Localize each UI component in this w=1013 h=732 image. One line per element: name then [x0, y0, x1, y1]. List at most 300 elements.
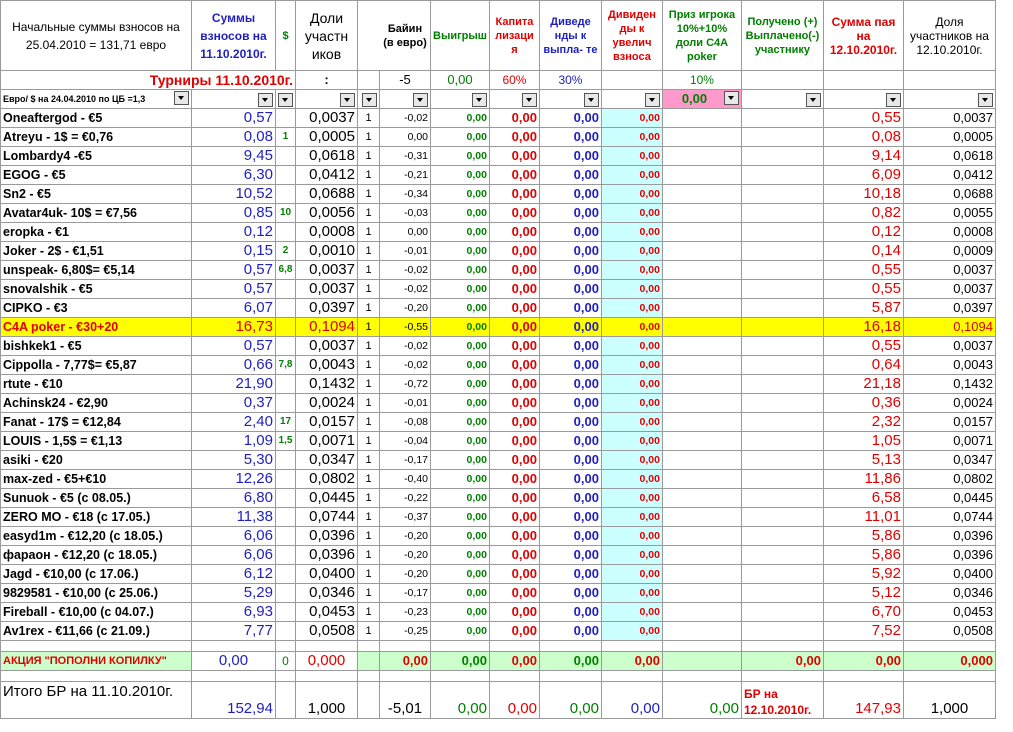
empty-cell[interactable] — [903, 671, 995, 682]
totals-win-cell[interactable]: 0,00 — [431, 682, 490, 719]
empty-cell[interactable] — [1, 641, 192, 652]
usd-cell[interactable] — [276, 375, 296, 394]
buyin-cell[interactable]: -0,02 — [380, 337, 431, 356]
sum-end-cell[interactable]: 0,55 — [823, 109, 903, 128]
sum-cell[interactable]: 1,09 — [192, 432, 276, 451]
sum-end-cell[interactable]: 5,92 — [823, 565, 903, 584]
action-cap-cell[interactable]: 0,00 — [489, 652, 539, 671]
sum-end-cell[interactable]: 5,87 — [823, 299, 903, 318]
one-cell[interactable]: 1 — [358, 470, 380, 489]
usd-cell[interactable] — [276, 318, 296, 337]
filter-cell[interactable] — [358, 90, 380, 109]
div-pay-cell[interactable]: 0,00 — [539, 470, 601, 489]
div-inc-cell[interactable]: 0,00 — [601, 451, 662, 470]
share-end-cell[interactable]: 0,0071 — [903, 432, 995, 451]
share-end-cell[interactable]: 0,0397 — [903, 299, 995, 318]
one-cell[interactable]: 1 — [358, 299, 380, 318]
div-inc-cell[interactable]: 0,00 — [601, 318, 662, 337]
filter-cell[interactable] — [276, 90, 296, 109]
buyin-cell[interactable]: -0,55 — [380, 318, 431, 337]
member-name-cell[interactable]: ZERO MO - €18 (с 17.05.) — [1, 508, 192, 527]
cap-cell[interactable]: 0,00 — [489, 356, 539, 375]
div-pay-cell[interactable]: 0,00 — [539, 584, 601, 603]
totals-sum-end-cell[interactable]: 147,93 — [823, 682, 903, 719]
sum-end-cell[interactable]: 21,18 — [823, 375, 903, 394]
share-end-cell[interactable]: 0,0400 — [903, 565, 995, 584]
share-end-cell[interactable]: 0,0037 — [903, 261, 995, 280]
share-end-cell[interactable]: 0,0445 — [903, 489, 995, 508]
share-end-cell[interactable]: 0,0008 — [903, 223, 995, 242]
win-cell[interactable]: 0,00 — [431, 622, 490, 641]
sum-end-cell[interactable]: 0,64 — [823, 356, 903, 375]
cap-cell[interactable]: 0,00 — [489, 546, 539, 565]
filter-cell[interactable] — [296, 90, 358, 109]
div-inc-cell[interactable]: 0,00 — [601, 280, 662, 299]
buyin-cell[interactable]: -0,23 — [380, 603, 431, 622]
win-cell[interactable]: 0,00 — [431, 318, 490, 337]
sum-cell[interactable]: 0,08 — [192, 128, 276, 147]
usd-cell[interactable] — [276, 489, 296, 508]
received-cell[interactable] — [741, 128, 823, 147]
buyin-cell[interactable]: -0,17 — [380, 451, 431, 470]
action-share-end-cell[interactable]: 0,000 — [903, 652, 995, 671]
share-cell[interactable]: 0,0008 — [296, 223, 358, 242]
share-end-cell[interactable]: 0,0037 — [903, 109, 995, 128]
sum-end-cell[interactable]: 0,55 — [823, 280, 903, 299]
member-name-cell[interactable]: eropka - €1 — [1, 223, 192, 242]
div-percent-cell[interactable]: 30% — [539, 71, 601, 90]
share-end-cell[interactable]: 0,1432 — [903, 375, 995, 394]
usd-cell[interactable] — [276, 470, 296, 489]
div-pay-cell[interactable]: 0,00 — [539, 565, 601, 584]
win-cell[interactable]: 0,00 — [431, 299, 490, 318]
div-inc-cell[interactable]: 0,00 — [601, 622, 662, 641]
member-name-cell[interactable]: Av1rex - €11,66 (с 21.09.) — [1, 622, 192, 641]
action-win-cell[interactable]: 0,00 — [431, 652, 490, 671]
prize-cell[interactable] — [662, 565, 741, 584]
empty-cell[interactable] — [296, 671, 358, 682]
prize-cell[interactable] — [662, 508, 741, 527]
sum-end-cell[interactable]: 6,09 — [823, 166, 903, 185]
div-pay-cell[interactable]: 0,00 — [539, 413, 601, 432]
totals-share-end-cell[interactable]: 1,000 — [903, 682, 995, 719]
share-end-cell[interactable]: 0,0005 — [903, 128, 995, 147]
usd-cell[interactable] — [276, 299, 296, 318]
win-cell[interactable]: 0,00 — [431, 489, 490, 508]
empty-cell[interactable] — [741, 641, 823, 652]
buyin-cell[interactable]: -0,17 — [380, 584, 431, 603]
share-end-cell[interactable]: 0,0024 — [903, 394, 995, 413]
cap-cell[interactable]: 0,00 — [489, 413, 539, 432]
prize-cell[interactable] — [662, 451, 741, 470]
div-inc-cell[interactable]: 0,00 — [601, 470, 662, 489]
win-cell[interactable]: 0,00 — [431, 584, 490, 603]
usd-cell[interactable] — [276, 337, 296, 356]
member-name-cell[interactable]: Fireball - €10,00 (с 04.07.) — [1, 603, 192, 622]
share-cell[interactable]: 0,0157 — [296, 413, 358, 432]
prize-cell[interactable] — [662, 356, 741, 375]
member-name-cell[interactable]: Fanat - 17$ = €12,84 — [1, 413, 192, 432]
filter-dropdown-button[interactable] — [340, 93, 355, 107]
cap-cell[interactable]: 0,00 — [489, 489, 539, 508]
share-cell[interactable]: 0,0618 — [296, 147, 358, 166]
action-usd-cell[interactable]: 0 — [276, 652, 296, 671]
share-end-cell[interactable]: 0,0346 — [903, 584, 995, 603]
cap-cell[interactable]: 0,00 — [489, 508, 539, 527]
filter-dropdown-button[interactable] — [362, 93, 377, 107]
win-cell[interactable]: 0,00 — [431, 508, 490, 527]
win-cell[interactable]: 0,00 — [431, 394, 490, 413]
buyin-cell[interactable]: -0,02 — [380, 109, 431, 128]
member-name-cell[interactable]: Achinsk24 - €2,90 — [1, 394, 192, 413]
filter-cell[interactable] — [601, 90, 662, 109]
usd-cell[interactable] — [276, 223, 296, 242]
share-cell[interactable]: 0,0445 — [296, 489, 358, 508]
sum-cell[interactable]: 16,73 — [192, 318, 276, 337]
filter-dropdown-button[interactable] — [584, 93, 599, 107]
empty-cell[interactable] — [741, 71, 823, 90]
share-cell[interactable]: 0,0347 — [296, 451, 358, 470]
buyin-cell[interactable]: -0,01 — [380, 394, 431, 413]
sum-cell[interactable]: 0,66 — [192, 356, 276, 375]
cap-percent-cell[interactable]: 60% — [489, 71, 539, 90]
header-div-pay[interactable]: Диведе нды к выпла- те — [539, 1, 601, 71]
share-cell[interactable]: 0,0037 — [296, 337, 358, 356]
share-end-cell[interactable]: 0,0508 — [903, 622, 995, 641]
prize-cell[interactable] — [662, 584, 741, 603]
share-cell[interactable]: 0,0056 — [296, 204, 358, 223]
div-inc-cell[interactable]: 0,00 — [601, 413, 662, 432]
prize-cell[interactable] — [662, 204, 741, 223]
prize-cell[interactable] — [662, 489, 741, 508]
member-name-cell[interactable]: 9829581 - €10,00 (с 25.06.) — [1, 584, 192, 603]
win-cell[interactable]: 0,00 — [431, 261, 490, 280]
empty-cell[interactable] — [662, 652, 741, 671]
empty-cell[interactable] — [823, 671, 903, 682]
prize-cell[interactable] — [662, 109, 741, 128]
share-end-cell[interactable]: 0,0396 — [903, 546, 995, 565]
share-end-cell[interactable]: 0,0453 — [903, 603, 995, 622]
usd-cell[interactable] — [276, 166, 296, 185]
one-cell[interactable]: 1 — [358, 147, 380, 166]
div-pay-cell[interactable]: 0,00 — [539, 242, 601, 261]
buyin-cell[interactable]: -0,20 — [380, 565, 431, 584]
one-cell[interactable]: 1 — [358, 204, 380, 223]
sum-end-cell[interactable]: 6,58 — [823, 489, 903, 508]
share-end-cell[interactable]: 0,0744 — [903, 508, 995, 527]
usd-cell[interactable]: 1 — [276, 128, 296, 147]
div-pay-cell[interactable]: 0,00 — [539, 432, 601, 451]
header-share-end[interactable]: Доля участников на 12.10.2010г. — [903, 1, 995, 71]
win-cell[interactable]: 0,00 — [431, 527, 490, 546]
received-cell[interactable] — [741, 147, 823, 166]
div-pay-cell[interactable]: 0,00 — [539, 299, 601, 318]
div-pay-cell[interactable]: 0,00 — [539, 204, 601, 223]
sum-cell[interactable]: 6,07 — [192, 299, 276, 318]
received-cell[interactable] — [741, 413, 823, 432]
share-cell[interactable]: 0,0453 — [296, 603, 358, 622]
win-cell[interactable]: 0,00 — [431, 280, 490, 299]
sum-end-cell[interactable]: 9,14 — [823, 147, 903, 166]
sum-cell[interactable]: 0,37 — [192, 394, 276, 413]
member-name-cell[interactable]: фараон - €12,20 (с 18.05.) — [1, 546, 192, 565]
empty-cell[interactable] — [358, 682, 380, 719]
filter-dropdown-button[interactable] — [645, 93, 660, 107]
empty-cell[interactable] — [539, 671, 601, 682]
totals-label-cell[interactable]: Итого БР на 11.10.2010г. — [1, 682, 192, 719]
empty-cell[interactable] — [662, 641, 741, 652]
sum-end-cell[interactable]: 7,52 — [823, 622, 903, 641]
member-name-cell[interactable]: CIPKO - €3 — [1, 299, 192, 318]
buyin-cell[interactable]: -0,72 — [380, 375, 431, 394]
sum-end-cell[interactable]: 0,36 — [823, 394, 903, 413]
div-inc-cell[interactable]: 0,00 — [601, 261, 662, 280]
share-cell[interactable]: 0,0508 — [296, 622, 358, 641]
div-inc-cell[interactable]: 0,00 — [601, 223, 662, 242]
sum-end-cell[interactable]: 0,12 — [823, 223, 903, 242]
div-pay-cell[interactable]: 0,00 — [539, 394, 601, 413]
div-inc-cell[interactable]: 0,00 — [601, 546, 662, 565]
action-divi-cell[interactable]: 0,00 — [601, 652, 662, 671]
sum-cell[interactable]: 6,06 — [192, 527, 276, 546]
sum-end-cell[interactable]: 2,32 — [823, 413, 903, 432]
filter-dropdown-button[interactable] — [278, 93, 293, 107]
cap-cell[interactable]: 0,00 — [489, 394, 539, 413]
empty-cell[interactable] — [192, 641, 276, 652]
div-pay-cell[interactable]: 0,00 — [539, 109, 601, 128]
prize-cell[interactable] — [662, 280, 741, 299]
member-name-cell[interactable]: C4A poker - €30+20 — [1, 318, 192, 337]
cap-cell[interactable]: 0,00 — [489, 109, 539, 128]
buyin-cell[interactable]: -0,34 — [380, 185, 431, 204]
div-pay-cell[interactable]: 0,00 — [539, 147, 601, 166]
member-name-cell[interactable]: EGOG - €5 — [1, 166, 192, 185]
share-end-cell[interactable]: 0,0157 — [903, 413, 995, 432]
prize-cell[interactable] — [662, 261, 741, 280]
header-sum-end[interactable]: Сумма пая на 12.10.2010г. — [823, 1, 903, 71]
one-cell[interactable]: 1 — [358, 242, 380, 261]
share-cell[interactable]: 0,0744 — [296, 508, 358, 527]
usd-cell[interactable]: 1,5 — [276, 432, 296, 451]
prize-cell[interactable] — [662, 147, 741, 166]
win-cell[interactable]: 0,00 — [431, 565, 490, 584]
prize-cell[interactable] — [662, 394, 741, 413]
one-cell[interactable]: 1 — [358, 375, 380, 394]
share-end-cell[interactable]: 0,0618 — [903, 147, 995, 166]
div-pay-cell[interactable]: 0,00 — [539, 261, 601, 280]
one-cell[interactable]: 1 — [358, 622, 380, 641]
buyin-cell[interactable]: -0,02 — [380, 280, 431, 299]
sum-cell[interactable]: 9,45 — [192, 147, 276, 166]
empty-cell[interactable] — [296, 641, 358, 652]
buyin-cell[interactable]: -0,20 — [380, 527, 431, 546]
member-name-cell[interactable]: Oneaftergod - €5 — [1, 109, 192, 128]
share-end-cell[interactable]: 0,0688 — [903, 185, 995, 204]
share-end-cell[interactable]: 0,0347 — [903, 451, 995, 470]
member-name-cell[interactable]: rtute - €10 — [1, 375, 192, 394]
usd-cell[interactable]: 2 — [276, 242, 296, 261]
win-cell[interactable]: 0,00 — [431, 128, 490, 147]
usd-cell[interactable]: 7,8 — [276, 356, 296, 375]
sum-end-cell[interactable]: 0,55 — [823, 337, 903, 356]
usd-cell[interactable] — [276, 527, 296, 546]
div-inc-cell[interactable]: 0,00 — [601, 565, 662, 584]
sum-cell[interactable]: 6,06 — [192, 546, 276, 565]
buyin-cell[interactable]: -0,04 — [380, 432, 431, 451]
empty-cell[interactable] — [903, 641, 995, 652]
prize-cell[interactable] — [662, 318, 741, 337]
prize-cell[interactable] — [662, 299, 741, 318]
sum-end-cell[interactable]: 0,14 — [823, 242, 903, 261]
div-pay-cell[interactable]: 0,00 — [539, 318, 601, 337]
win-cell[interactable]: 0,00 — [431, 147, 490, 166]
received-cell[interactable] — [741, 584, 823, 603]
buyin-cell[interactable]: -0,21 — [380, 166, 431, 185]
cap-cell[interactable]: 0,00 — [489, 261, 539, 280]
empty-cell[interactable] — [431, 671, 490, 682]
div-inc-cell[interactable]: 0,00 — [601, 166, 662, 185]
buyin-cell[interactable]: -0,08 — [380, 413, 431, 432]
received-cell[interactable] — [741, 432, 823, 451]
sum-cell[interactable]: 6,93 — [192, 603, 276, 622]
member-name-cell[interactable]: bishkek1 - €5 — [1, 337, 192, 356]
win-cell[interactable]: 0,00 — [431, 223, 490, 242]
win-cell[interactable]: 0,00 — [431, 166, 490, 185]
totals-share-cell[interactable]: 1,000 — [296, 682, 358, 719]
sum-cell[interactable]: 10,52 — [192, 185, 276, 204]
usd-cell[interactable] — [276, 451, 296, 470]
win-cell[interactable]: 0,00 — [431, 356, 490, 375]
received-cell[interactable] — [741, 318, 823, 337]
usd-cell[interactable] — [276, 394, 296, 413]
received-cell[interactable] — [741, 470, 823, 489]
div-pay-cell[interactable]: 0,00 — [539, 546, 601, 565]
div-pay-cell[interactable]: 0,00 — [539, 375, 601, 394]
sum-end-cell[interactable]: 5,86 — [823, 546, 903, 565]
empty-cell[interactable] — [276, 641, 296, 652]
sum-cell[interactable]: 11,38 — [192, 508, 276, 527]
usd-cell[interactable] — [276, 622, 296, 641]
action-recv-cell[interactable]: 0,00 — [741, 652, 823, 671]
one-cell[interactable]: 1 — [358, 394, 380, 413]
sum-cell[interactable]: 7,77 — [192, 622, 276, 641]
win-cell[interactable]: 0,00 — [431, 432, 490, 451]
empty-cell[interactable] — [489, 641, 539, 652]
win-cell[interactable]: 0,00 — [431, 470, 490, 489]
share-cell[interactable]: 0,0346 — [296, 584, 358, 603]
sum-end-cell[interactable]: 5,13 — [823, 451, 903, 470]
one-cell[interactable]: 1 — [358, 318, 380, 337]
filter-dropdown-button[interactable] — [806, 93, 821, 107]
buyin-cell[interactable]: -0,22 — [380, 489, 431, 508]
one-cell[interactable]: 1 — [358, 508, 380, 527]
div-inc-cell[interactable]: 0,00 — [601, 337, 662, 356]
empty-cell[interactable] — [380, 641, 431, 652]
div-inc-cell[interactable]: 0,00 — [601, 432, 662, 451]
prize-cell[interactable] — [662, 166, 741, 185]
div-pay-cell[interactable]: 0,00 — [539, 223, 601, 242]
share-end-cell[interactable]: 0,0412 — [903, 166, 995, 185]
buyin-total-cell[interactable]: -5 — [380, 71, 431, 90]
prize-cell[interactable] — [662, 128, 741, 147]
cap-cell[interactable]: 0,00 — [489, 299, 539, 318]
sum-cell[interactable]: 12,26 — [192, 470, 276, 489]
prize-cell[interactable] — [662, 470, 741, 489]
br-label-cell[interactable]: БР на 12.10.2010г. — [741, 682, 823, 719]
div-inc-cell[interactable]: 0,00 — [601, 185, 662, 204]
one-cell[interactable]: 1 — [358, 584, 380, 603]
div-pay-cell[interactable]: 0,00 — [539, 337, 601, 356]
share-end-cell[interactable]: 0,1094 — [903, 318, 995, 337]
div-inc-cell[interactable]: 0,00 — [601, 147, 662, 166]
share-cell[interactable]: 0,0412 — [296, 166, 358, 185]
buyin-cell[interactable]: 0,00 — [380, 223, 431, 242]
cap-cell[interactable]: 0,00 — [489, 223, 539, 242]
filter-dropdown-button[interactable] — [472, 93, 487, 107]
sum-cell[interactable]: 0,12 — [192, 223, 276, 242]
usd-cell[interactable] — [276, 109, 296, 128]
share-cell[interactable]: 0,0802 — [296, 470, 358, 489]
sum-end-cell[interactable]: 16,18 — [823, 318, 903, 337]
member-name-cell[interactable]: Cippolla - 7,77$= €5,87 — [1, 356, 192, 375]
prize-cell[interactable] — [662, 242, 741, 261]
header-sums[interactable]: Суммы взносов на 11.10.2010г. — [192, 1, 276, 71]
buyin-cell[interactable]: -0,02 — [380, 356, 431, 375]
totals-buyin-cell[interactable]: -5,01 — [380, 682, 431, 719]
div-inc-cell[interactable]: 0,00 — [601, 508, 662, 527]
filter-cell[interactable] — [903, 90, 995, 109]
received-cell[interactable] — [741, 508, 823, 527]
one-cell[interactable]: 1 — [358, 337, 380, 356]
action-divp-cell[interactable]: 0,00 — [539, 652, 601, 671]
received-cell[interactable] — [741, 166, 823, 185]
prize-filter-cell[interactable] — [662, 90, 741, 109]
sum-cell[interactable]: 0,85 — [192, 204, 276, 223]
filter-dropdown-button[interactable] — [174, 91, 189, 105]
one-cell[interactable]: 1 — [358, 432, 380, 451]
win-cell[interactable]: 0,00 — [431, 185, 490, 204]
cap-cell[interactable]: 0,00 — [489, 375, 539, 394]
one-cell[interactable]: 1 — [358, 166, 380, 185]
received-cell[interactable] — [741, 394, 823, 413]
rate-filter-cell[interactable] — [1, 90, 192, 109]
cap-cell[interactable]: 0,00 — [489, 280, 539, 299]
received-cell[interactable] — [741, 109, 823, 128]
usd-cell[interactable]: 6,8 — [276, 261, 296, 280]
div-pay-cell[interactable]: 0,00 — [539, 508, 601, 527]
filter-dropdown-button[interactable] — [522, 93, 537, 107]
filter-dropdown-button[interactable] — [258, 93, 273, 107]
cap-cell[interactable]: 0,00 — [489, 584, 539, 603]
one-cell[interactable]: 1 — [358, 185, 380, 204]
sum-end-cell[interactable]: 0,08 — [823, 128, 903, 147]
totals-divi-cell[interactable]: 0,00 — [601, 682, 662, 719]
member-name-cell[interactable]: unspeak- 6,80$= €5,14 — [1, 261, 192, 280]
member-name-cell[interactable]: Joker - 2$ - €1,51 — [1, 242, 192, 261]
empty-cell[interactable] — [358, 652, 380, 671]
div-inc-cell[interactable]: 0,00 — [601, 299, 662, 318]
cap-cell[interactable]: 0,00 — [489, 242, 539, 261]
div-inc-cell[interactable]: 0,00 — [601, 603, 662, 622]
received-cell[interactable] — [741, 603, 823, 622]
action-sum-cell[interactable]: 0,00 — [192, 652, 276, 671]
sum-end-cell[interactable]: 5,86 — [823, 527, 903, 546]
win-cell[interactable]: 0,00 — [431, 242, 490, 261]
cap-cell[interactable]: 0,00 — [489, 432, 539, 451]
action-name-cell[interactable]: АКЦИЯ "ПОПОЛНИ КОПИЛКУ" — [1, 652, 192, 671]
header-dollar[interactable]: $ — [276, 1, 296, 71]
share-cell[interactable]: 0,0071 — [296, 432, 358, 451]
